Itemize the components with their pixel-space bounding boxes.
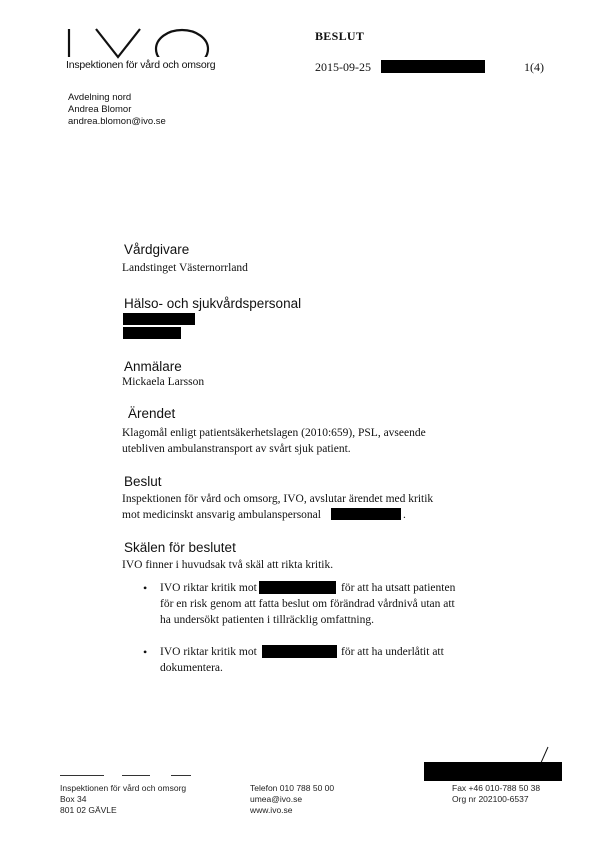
bullet-1-end: för att ha utsatt patienten	[341, 582, 456, 594]
bullet-icon: •	[143, 581, 148, 595]
document-date: 2015-09-25	[315, 60, 371, 74]
bullet-2-end: för att ha underlåtit att	[341, 646, 444, 658]
redaction-beslut-name	[331, 508, 401, 520]
heading-arendet: Ärendet	[128, 406, 176, 421]
vardgivare-value: Landstinget Västernorrland	[122, 262, 248, 274]
contact-name: Andrea Blomor	[68, 104, 132, 115]
footer-address	[60, 783, 186, 816]
heading-beslut: Beslut	[124, 474, 162, 489]
skalen-intro: IVO finner i huvudsak två skäl att rikta kritik.	[122, 559, 334, 571]
bullet-2-line-2: dokumentera.	[160, 662, 223, 674]
bullet-2-start: IVO riktar kritik mot	[160, 646, 257, 658]
contact-email: andrea.blomon@ivo.se	[68, 116, 166, 127]
bullet-icon: •	[143, 645, 148, 659]
arendet-line-2: utebliven ambulanstransport av svårt sjuk patient.	[122, 443, 351, 455]
logo-subtitle: Inspektionen för vård och omsorg	[66, 59, 216, 71]
ivo-logo-icon	[60, 27, 210, 59]
footer-box: Box 34	[60, 794, 87, 804]
footer-rule	[171, 775, 191, 776]
footer-org-name: Inspektionen för vård och omsorg	[60, 783, 187, 793]
footer-rule	[122, 775, 150, 776]
footer-phone: Telefon 010 788 50 00	[250, 783, 335, 793]
department-name: Avdelning nord	[68, 92, 132, 103]
redaction-personal-id	[123, 327, 181, 339]
department-block	[68, 92, 166, 128]
heading-anmalare: Anmälare	[124, 359, 182, 374]
document-type: BESLUT	[315, 29, 365, 43]
bullet-1-line-3: ha undersökt patienten i tillräcklig omfattning.	[160, 614, 374, 626]
footer-orgnr: Org nr 202100-6537	[452, 794, 529, 804]
footer-fax: Fax +46 010-788 50 38	[452, 783, 541, 793]
footer-postal: 801 02 GÄVLE	[60, 805, 117, 815]
redaction-bullet-1-name	[259, 581, 336, 594]
redaction-bullet-2-name	[262, 645, 337, 658]
beslut-line-2: mot medicinskt ansvarig ambulanspersonal	[122, 509, 321, 521]
heading-vardgivare: Vårdgivare	[124, 242, 190, 257]
bullet-1-start: IVO riktar kritik mot	[160, 582, 257, 594]
bullet-1-line-2: för en risk genom att fatta beslut om förändrad vårdnivå utan att	[160, 598, 455, 610]
beslut-line-2-end: .	[403, 509, 406, 521]
footer-email: umea@ivo.se	[250, 794, 303, 804]
footer-contact	[250, 783, 334, 816]
redaction-diarienummer	[381, 60, 485, 73]
anmalare-value: Mickaela Larsson	[122, 376, 205, 388]
heading-skalen: Skälen för beslutet	[124, 540, 236, 555]
redaction-personal-name	[123, 313, 195, 325]
footer-web: www.ivo.se	[250, 805, 293, 815]
heading-personal: Hälso- och sjukvårdspersonal	[124, 296, 302, 311]
page-number: 1(4)	[524, 60, 544, 74]
arendet-line-1: Klagomål enligt patientsäkerhetslagen (2010:659), PSL, avseende	[122, 427, 426, 439]
footer-registration	[452, 783, 540, 805]
footer-rule	[60, 775, 104, 776]
redaction-footer	[424, 762, 562, 781]
beslut-line-1: Inspektionen för vård och omsorg, IVO, avslutar ärendet med kritik	[122, 493, 434, 505]
